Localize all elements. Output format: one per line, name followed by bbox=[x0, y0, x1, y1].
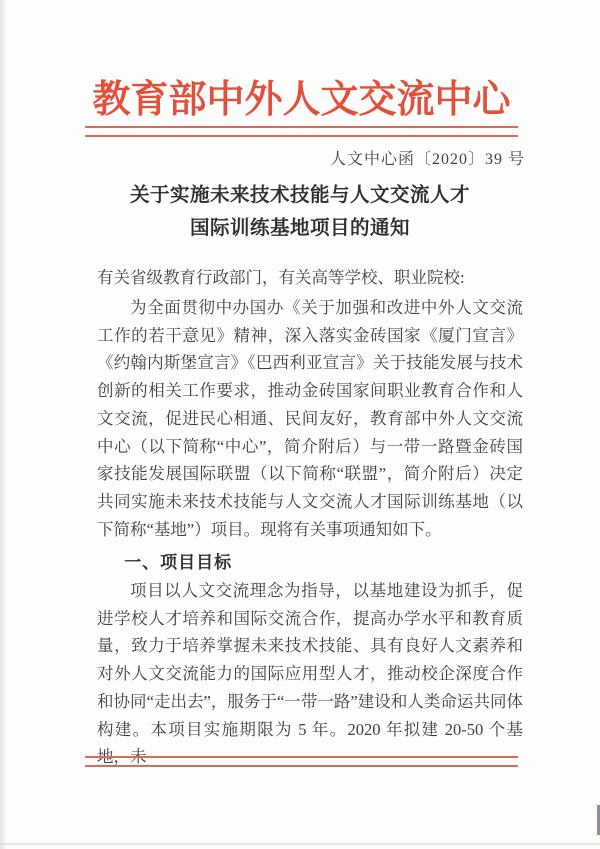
paragraph-introduction: 为全面贯彻中办国办《关于加强和改进中外人文交流工作的若干意见》精神，深入落实金砖国家《厦门宣言》《约翰内斯堡宣言》《巴西利亚宣言》关于技能发展与技术创新的相关工作要求，推动金砖国家间职业教育合作和人文交流，促进民心相通、民间友好，教育部中外人文交流中心（以下简称“中心”，简介附后）与一带一路暨金砖国家技能发展国际联盟（以下简称“联盟”，简介附后）决定共同实施未来技术技能与人文交流人才国际训练基地（以下简称“基地”）项目。现将有关事项通知如下。 bbox=[97, 298, 523, 539]
document-number: 人文中心函〔2020〕39 号 bbox=[329, 151, 525, 168]
letterhead-title: 教育部中外人文交流中心 bbox=[92, 79, 511, 121]
document-title-line1: 关于实施未来技术技能与人文交流人才 bbox=[129, 184, 470, 206]
scan-edge-bottom-artifact bbox=[0, 843, 600, 845]
footer-rule bbox=[85, 756, 518, 767]
letterhead-rule bbox=[85, 126, 518, 137]
document-title-line2: 国际训练基地项目的通知 bbox=[189, 217, 410, 239]
paragraph-project-goals: 项目以人文交流理念为指导，以基地建设为抓手，促进学校人才培养和国际交流合作，提高办学水平和教育质量，致力于培养掌握未来技术技能、具有良好人文素养和对外人文交流能力的国际应用型人才，推动校企深度合作和协同“走出去”，服务于“一带一路”建设和人类命运共同体构建。本项目实施期限为 5 年。2020 年拟建 20-50 个基地，未 bbox=[97, 581, 523, 767]
document-title bbox=[0, 179, 600, 245]
salutation: 有关省级教育行政部门，有关高等学校、职业院校: bbox=[97, 268, 465, 287]
scan-edge-left-artifact bbox=[0, 0, 7, 849]
section-heading-project-goals: 一、项目目标 bbox=[124, 553, 233, 572]
